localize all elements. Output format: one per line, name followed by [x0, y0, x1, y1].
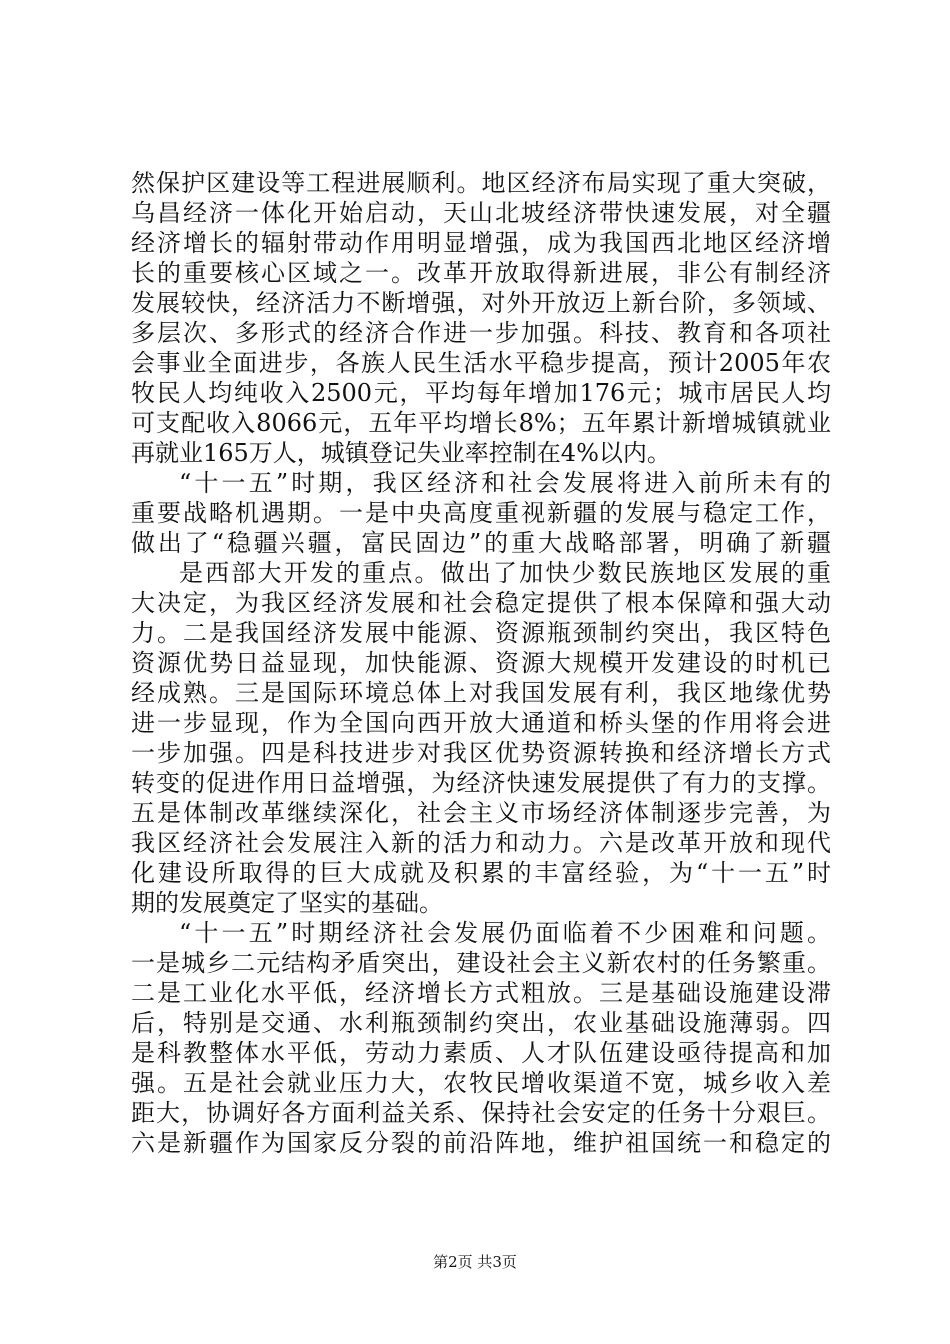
body-text [131, 168, 831, 1158]
text-line: “十一五”时期，我区经济和社会发展将进入前所未有的 [179, 469, 831, 497]
text-line: 再就业165万人，城镇登记失业率控制在4%以内。 [131, 439, 671, 467]
text-line: 牧民人均纯收入2500元，平均每年增加176元；城市居民人均 [131, 379, 831, 407]
text-line: 化建设所取得的巨大成就及积累的丰富经验，为“十一五”时 [131, 859, 831, 887]
text-line: 做出了“稳疆兴疆，富民固边”的重大战略部署，明确了新疆 [131, 529, 831, 557]
text-line: “十一五”时期经济社会发展仍面临着不少困难和问题。 [179, 919, 831, 947]
text-line: 大决定，为我区经济发展和社会稳定提供了根本保障和强大动 [131, 589, 831, 617]
text-line: 重要战略机遇期。一是中央高度重视新疆的发展与稳定工作， [131, 499, 831, 527]
text-line: 一步加强。四是科技进步对我区优势资源转换和经济增长方式 [131, 739, 831, 767]
text-line: 我区经济社会发展注入新的活力和动力。六是改革开放和现代 [131, 829, 831, 857]
text-line: 发展较快，经济活力不断增强，对外开放迈上新台阶，多领域、 [131, 289, 831, 317]
text-line: 是科教整体水平低，劳动力素质、人才队伍建设亟待提高和加 [131, 1039, 831, 1067]
text-line: 然保护区建设等工程进展顺利。地区经济布局实现了重大突破， [131, 169, 831, 197]
text-line: 一是城乡二元结构矛盾突出，建设社会主义新农村的任务繁重。 [131, 949, 831, 977]
text-line: 转变的促进作用日益增强，为经济快速发展提供了有力的支撑。 [131, 769, 831, 797]
text-line: 资源优势日益显现，加快能源、资源大规模开发建设的时机已 [131, 649, 831, 677]
page-number-footer: 第2页 共3页 [433, 1253, 517, 1271]
text-line: 后，特别是交通、水利瓶颈制约突出，农业基础设施薄弱。四 [131, 1009, 831, 1037]
text-line: 经成熟。三是国际环境总体上对我国发展有利，我区地缘优势 [131, 679, 831, 707]
text-line: 可支配收入8066元，五年平均增长8%；五年累计新增城镇就业 [131, 409, 831, 437]
text-line: 乌昌经济一体化开始启动，天山北坡经济带快速发展，对全疆 [131, 199, 831, 227]
text-line: 会事业全面进步，各族人民生活水平稳步提高，预计2005年农 [131, 349, 831, 377]
text-line: 是西部大开发的重点。做出了加快少数民族地区发展的重 [179, 559, 831, 587]
text-line: 五是体制改革继续深化，社会主义市场经济体制逐步完善，为 [131, 799, 831, 827]
text-line: 经济增长的辐射带动作用明显增强，成为我国西北地区经济增 [131, 229, 831, 257]
text-line: 长的重要核心区域之一。改革开放取得新进展，非公有制经济 [131, 259, 831, 287]
text-line: 期的发展奠定了坚实的基础。 [131, 889, 443, 917]
text-line: 进一步显现，作为全国向西开放大通道和桥头堡的作用将会进 [131, 709, 831, 737]
text-line: 强。五是社会就业压力大，农牧民增收渠道不宽，城乡收入差 [131, 1069, 831, 1097]
text-line: 距大，协调好各方面利益关系、保持社会安定的任务十分艰巨。 [131, 1099, 831, 1127]
text-line: 力。二是我国经济发展中能源、资源瓶颈制约突出，我区特色 [131, 619, 831, 647]
text-line: 多层次、多形式的经济合作进一步加强。科技、教育和各项社 [131, 319, 831, 347]
text-line: 二是工业化水平低，经济增长方式粗放。三是基础设施建设滞 [131, 979, 831, 1007]
text-line: 六是新疆作为国家反分裂的前沿阵地，维护祖国统一和稳定的 [131, 1129, 831, 1157]
